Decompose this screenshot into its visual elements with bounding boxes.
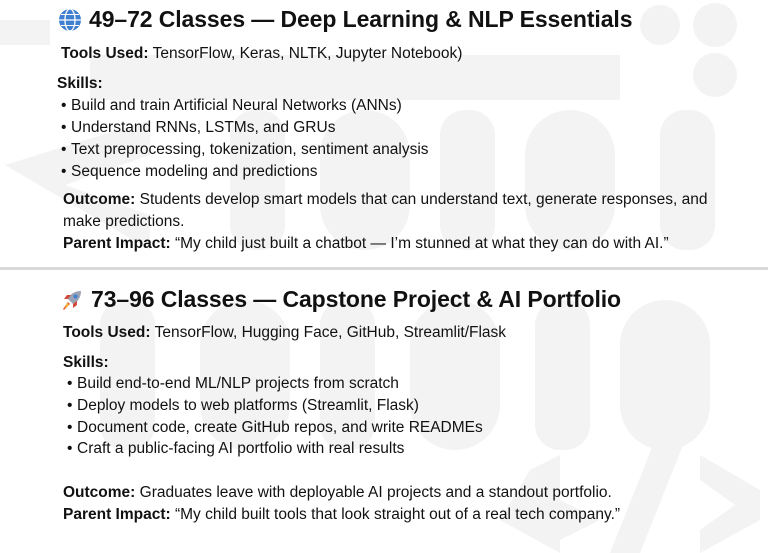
outcome-value: Graduates leave with deployable AI projects and a standout portfolio.: [135, 484, 612, 501]
tools-line: [63, 323, 506, 343]
parent-impact-quote: “My child built tools that look straight out of a real tech company.”: [170, 506, 621, 523]
parent-impact-label: Parent Impact:: [63, 235, 171, 252]
skill-item: • Document code, create GitHub repos, and write READMEs: [67, 418, 483, 438]
parent-impact-line: [63, 505, 620, 525]
globe-icon: [58, 8, 82, 32]
outcome-line: [63, 483, 612, 503]
skill-item: • Craft a public-facing AI portfolio with real results: [67, 439, 404, 459]
section-heading: [60, 286, 621, 313]
outcome-label: Outcome:: [63, 484, 136, 501]
rocket-icon: [60, 288, 84, 312]
tools-line: [61, 44, 462, 64]
outcome-line-2: make predictions.: [63, 213, 185, 230]
skill-item: • Build and train Artificial Neural Networks (ANNs): [61, 96, 402, 116]
section-heading: [58, 6, 632, 33]
outcome-label: Outcome:: [63, 191, 136, 208]
parent-impact-label: Parent Impact:: [63, 506, 171, 523]
skill-item: • Sequence modeling and predictions: [61, 162, 317, 182]
tools-value: TensorFlow, Keras, NLTK, Jupyter Notebook): [148, 45, 463, 62]
outcome-value: Students develop smart models that can understand text, generate responses, and: [135, 191, 708, 208]
skill-item: • Text preprocessing, tokenization, sentiment analysis: [61, 140, 429, 160]
skills-label: Skills:: [57, 75, 103, 92]
skills-label-line: [57, 74, 103, 94]
parent-impact-line: [63, 234, 669, 254]
section-deep-learning: [0, 0, 768, 268]
parent-impact-quote: “My child just built a chatbot — I’m stunned at what they can do with AI.”: [170, 235, 669, 252]
tools-label: Tools Used:: [61, 45, 149, 62]
outcome-line: [63, 190, 707, 210]
skill-item: • Deploy models to web platforms (Streamlit, Flask): [67, 396, 419, 416]
section-title: 49–72 Classes — Deep Learning & NLP Essentials: [89, 6, 633, 32]
tools-label: Tools Used:: [63, 324, 151, 341]
section-title: 73–96 Classes — Capstone Project & AI Portfolio: [91, 286, 622, 312]
section-capstone: [0, 270, 768, 553]
skill-item: • Understand RNNs, LSTMs, and GRUs: [61, 118, 335, 138]
skill-item: • Build end-to-end ML/NLP projects from scratch: [67, 374, 399, 394]
skills-label: Skills:: [63, 354, 109, 371]
skills-label-line: [63, 353, 109, 373]
tools-value: TensorFlow, Hugging Face, GitHub, Streamlit/Flask: [150, 324, 507, 341]
